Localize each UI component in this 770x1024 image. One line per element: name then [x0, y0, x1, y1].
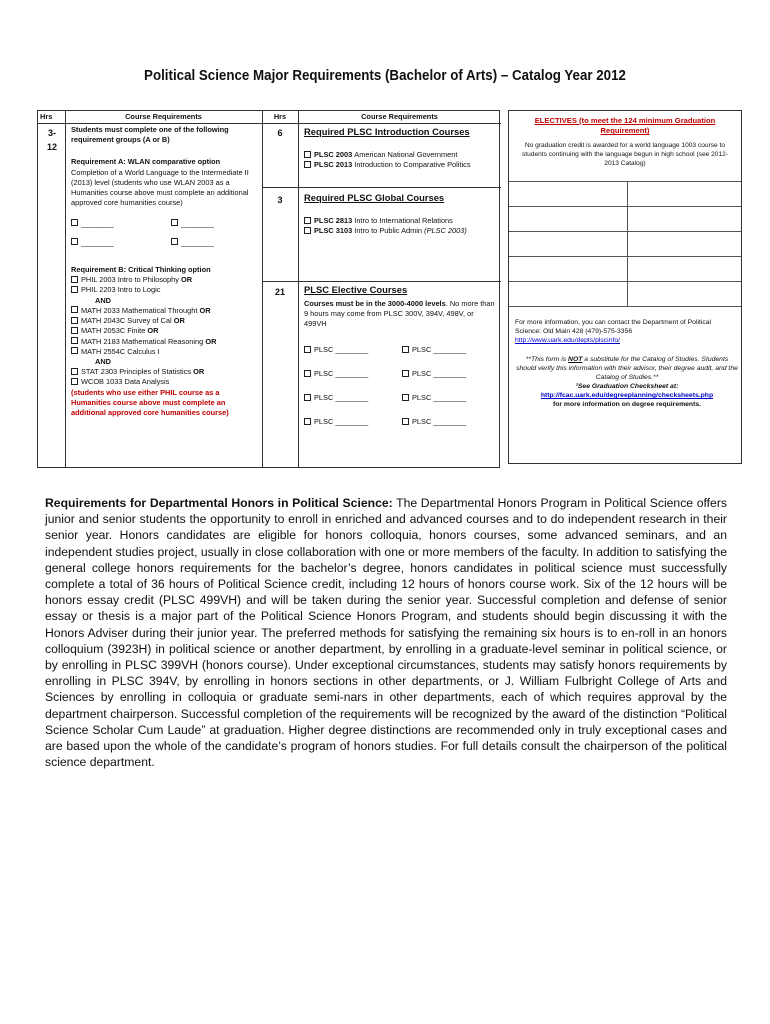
elective-slot[interactable]	[509, 182, 628, 206]
requirement-a-text: Completion of a World Language to the Intermediate II (2013) level (students who use WLAN 2003 as a Humanities course above must complete an additional approved core humanities course)	[71, 167, 249, 208]
plsc-label: PLSC	[314, 417, 336, 426]
course-item	[304, 216, 499, 226]
left-hours-value: 3- 12	[46, 128, 57, 152]
course-text: PHIL 2003 Intro to Philosophy	[81, 275, 179, 285]
course-item	[304, 226, 499, 236]
checkbox[interactable]	[304, 151, 311, 158]
plsc-label: PLSC	[314, 345, 336, 354]
plsc-label: PLSC	[412, 345, 434, 354]
plsc-label: PLSC	[314, 369, 336, 378]
global-course-list	[304, 216, 499, 236]
course-name: Intro to International Relations	[354, 215, 453, 225]
department-link[interactable]: http://www.uark.edu/depts/plscinfo/	[515, 337, 621, 345]
checkbox[interactable]	[304, 418, 311, 425]
course-text: MATH 2554C Calculus I	[81, 346, 160, 356]
plsc-label: PLSC	[412, 417, 434, 426]
checkbox[interactable]	[71, 306, 78, 313]
course-text: MATH 2183 Mathematical Reasoning	[81, 336, 204, 346]
course-code: PLSC 2013	[314, 160, 355, 170]
plsc-label: PLSC	[412, 369, 434, 378]
plsc-elective-slot[interactable]	[304, 417, 402, 427]
course-text: WCOB 1033 Data Analysis	[81, 377, 170, 387]
electives-grid	[509, 181, 741, 307]
blank-field[interactable]: ________	[81, 237, 114, 247]
checkbox[interactable]	[402, 394, 409, 401]
global-hours: 3	[277, 195, 283, 205]
blank-field[interactable]: ________	[433, 369, 467, 378]
elective-note: . No more than 9 hours may come from PLSC 300V, 394V, 498V, or 499VH	[304, 298, 495, 329]
plsc-elective-slot[interactable]	[304, 393, 402, 403]
course-text: MATH 2053C Finite	[81, 326, 146, 336]
checkbox[interactable]	[304, 370, 311, 377]
intro-courses-title: Required PLSC Introduction Courses	[304, 126, 470, 137]
blank-field[interactable]: ________	[335, 345, 369, 354]
checkbox[interactable]	[71, 327, 78, 334]
blank-field[interactable]: ________	[335, 369, 369, 378]
elective-slot[interactable]	[509, 257, 628, 281]
checkbox[interactable]	[71, 347, 78, 354]
requirement-b-item	[71, 357, 257, 367]
elective-slot[interactable]	[509, 207, 628, 231]
checkbox[interactable]	[71, 317, 78, 324]
or-connector: OR	[145, 326, 159, 336]
checkbox[interactable]	[71, 219, 78, 226]
course-name: Intro to Public Admin	[354, 226, 423, 236]
checkbox[interactable]	[71, 337, 78, 344]
requirement-b-item	[71, 377, 257, 387]
honors-heading: Requirements for Departmental Honors in Political Science:	[45, 496, 393, 510]
checkbox[interactable]	[304, 346, 311, 353]
plsc-label: PLSC	[412, 393, 434, 402]
course-text: MATH 2043C Survey of Cal	[81, 316, 172, 326]
checkbox[interactable]	[304, 217, 311, 224]
blank-field[interactable]: ________	[81, 218, 114, 228]
requirement-b-item	[71, 275, 257, 285]
plsc-elective-row	[304, 393, 500, 403]
requirement-a-title: Requirement A: WLAN comparative option	[71, 157, 221, 167]
requirement-b-note: (students who use either PHIL course as a Humanities course above must complete an additional approved core humanities course)	[71, 387, 229, 418]
intro-hours: 6	[277, 128, 283, 138]
checksheet-label: ¹See Graduation Checksheet at:	[575, 383, 679, 391]
plsc-elective-slot[interactable]	[304, 369, 402, 379]
course-item	[304, 160, 499, 170]
course-text: STAT 2303 Principles of Statistics	[81, 367, 192, 377]
elective-slot[interactable]	[509, 232, 628, 256]
req-header-right: Course Requirements	[361, 112, 438, 121]
plsc-elective-row	[304, 417, 500, 427]
and-connector: AND	[95, 295, 112, 305]
plsc-elective-row	[304, 369, 500, 379]
checkbox[interactable]	[402, 418, 409, 425]
electives-box	[508, 110, 742, 464]
requirement-b-item	[71, 326, 257, 336]
plsc-elective-slot[interactable]	[402, 345, 500, 355]
elective-hours: 21	[274, 287, 285, 297]
requirement-b-item	[71, 337, 257, 347]
checkbox[interactable]	[71, 378, 78, 385]
course-name: Introduction to Comparative Politics	[354, 160, 471, 170]
requirement-intro: Students must complete one of the following requirement groups (A or B)	[71, 125, 229, 145]
checkbox[interactable]	[304, 227, 311, 234]
requirement-b-item	[71, 296, 257, 306]
global-courses-title: Required PLSC Global Courses	[304, 192, 445, 203]
requirement-b-item	[71, 347, 257, 357]
intro-course-list	[304, 150, 499, 170]
or-connector: OR	[191, 367, 205, 377]
electives-title: ELECTIVES (to meet the 124 minimum Graduation Requirement)	[534, 116, 716, 136]
elective-courses-title: PLSC Elective Courses	[304, 284, 408, 295]
checkbox[interactable]	[171, 219, 178, 226]
plsc-elective-slot[interactable]	[402, 393, 500, 403]
course-code: PLSC 2003	[314, 149, 355, 159]
checkbox[interactable]	[304, 394, 311, 401]
checkbox[interactable]	[304, 161, 311, 168]
blank-field[interactable]: ________	[433, 345, 467, 354]
checkbox[interactable]	[71, 276, 78, 283]
plsc-label: PLSC	[314, 393, 336, 402]
checkbox[interactable]	[171, 238, 178, 245]
course-code: PLSC 2813	[314, 215, 355, 225]
checkbox[interactable]	[402, 346, 409, 353]
hrs-header-left: Hrs	[40, 112, 53, 121]
blank-field[interactable]: ________	[335, 393, 369, 402]
checkbox[interactable]	[71, 238, 78, 245]
or-connector: OR	[171, 316, 185, 326]
course-name: American National Government	[354, 149, 458, 159]
elective-slot[interactable]	[509, 282, 628, 306]
blank-field[interactable]: ________	[335, 417, 369, 426]
checksheet-link[interactable]: http://fcac.uark.edu/degreeplanning/checksheets.php	[540, 392, 714, 400]
blank-field[interactable]: ________	[433, 393, 467, 402]
hrs-header-right: Hrs	[273, 112, 287, 121]
disclaimer: **This form is NOT a substitute for the Catalog of Studies. Students should verify this information with their advisor, their degree audit, and the Catalog of Studies.**	[516, 355, 738, 381]
plsc-elective-slot[interactable]	[402, 417, 500, 427]
contact-info: For more information, you can contact the Department of Political Science: Old Main 428 (479)-575-3356	[515, 319, 712, 336]
checksheet-tail: for more information on degree requirements.	[552, 401, 702, 409]
plsc-elective-row	[304, 345, 500, 355]
blank-field[interactable]: ________	[433, 417, 467, 426]
course-code: PLSC 3103	[314, 226, 355, 236]
requirements-table	[37, 110, 500, 468]
plsc-elective-slot[interactable]	[304, 345, 402, 355]
req-header-left: Course Requirements	[125, 112, 202, 121]
checkbox[interactable]	[402, 370, 409, 377]
course-item	[304, 150, 499, 160]
requirement-b-item	[71, 285, 257, 295]
honors-body: The Departmental Honors Program in Political Science offers junior and senior students the opportunity to enroll in enriched and advanced courses and to do independent research in their senior year. Honors candidates are eligible for honors colloquia, honors courses, some advanced seminars, and an independent studies project, usually in close collaboration with one or more members of the faculty. In addition to satisfying the general college honors requirements for the bachelor’s degree, honors candidates in political science must successfully complete a total of 36 hours of Political Science credit, including 12 hours of honors course work. Six of the 12 hours will be honors essay credit (PLSC 499VH) and will be taken during the senior year. Successful completion and defense of senior essay or thesis is a major part of the Political Science Honors Program, and students should begin discussing it with the Honors Adviser during their junior year. The preferred methods for satisfying the remaining six hours is to en-roll in an honors colloquium (3923H) in political science or another department, by enrolling in a graduate-level seminar in political science, or by enrolling in PLSC 399VH (honors course). Under exceptional circumstances, students may satisfy honors requirements by enrolling in PLSC 394V, by enrolling in honors sections in other departments, or J. William Fulbright College of Arts and Sciences by enrolling in colloquia or graduate semi-nars in other departments, each of which requires approval by the department chairperson. Successful completion of the requirements will be recognized by the award of the distinction “Political Science Scholar Cum Laude” at graduation. Higher degree distinctions are recommended only in truly exceptional cases and are based upon the whole of the candidate’s program of honors studies. For full details consult the chairperson of the political science department.	[45, 496, 727, 770]
course-text: PHIL 2203 Intro to Logic	[81, 285, 161, 295]
electives-note: No graduation credit is awarded for a world language 1003 course to students continuing with the language begun in high school (see 2012-2013 Catalog)	[521, 142, 729, 167]
or-connector: OR	[197, 305, 211, 315]
or-connector: OR	[178, 275, 193, 285]
or-connector: OR	[203, 336, 217, 346]
checkbox[interactable]	[71, 368, 78, 375]
requirement-b-list	[71, 275, 257, 387]
requirement-b-title: Requirement B: Critical Thinking option	[71, 264, 211, 274]
requirement-b-item	[71, 306, 257, 316]
course-prereq: (PLSC 2003)	[422, 226, 467, 236]
blank-field[interactable]: ________	[181, 218, 214, 228]
honors-paragraph	[45, 495, 727, 770]
blank-field[interactable]: ________	[181, 237, 214, 247]
course-text: MATH 2033 Mathematical Throught	[81, 305, 198, 315]
elective-note-bold: Courses must be in the 3000-4000 levels	[304, 298, 446, 308]
requirement-b-item	[71, 367, 257, 377]
and-connector: AND	[95, 356, 112, 366]
checkbox[interactable]	[71, 286, 78, 293]
plsc-elective-slot[interactable]	[402, 369, 500, 379]
page-title: Political Science Major Requirements (Bachelor of Arts) – Catalog Year 2012	[144, 68, 626, 84]
requirement-b-item	[71, 316, 257, 326]
